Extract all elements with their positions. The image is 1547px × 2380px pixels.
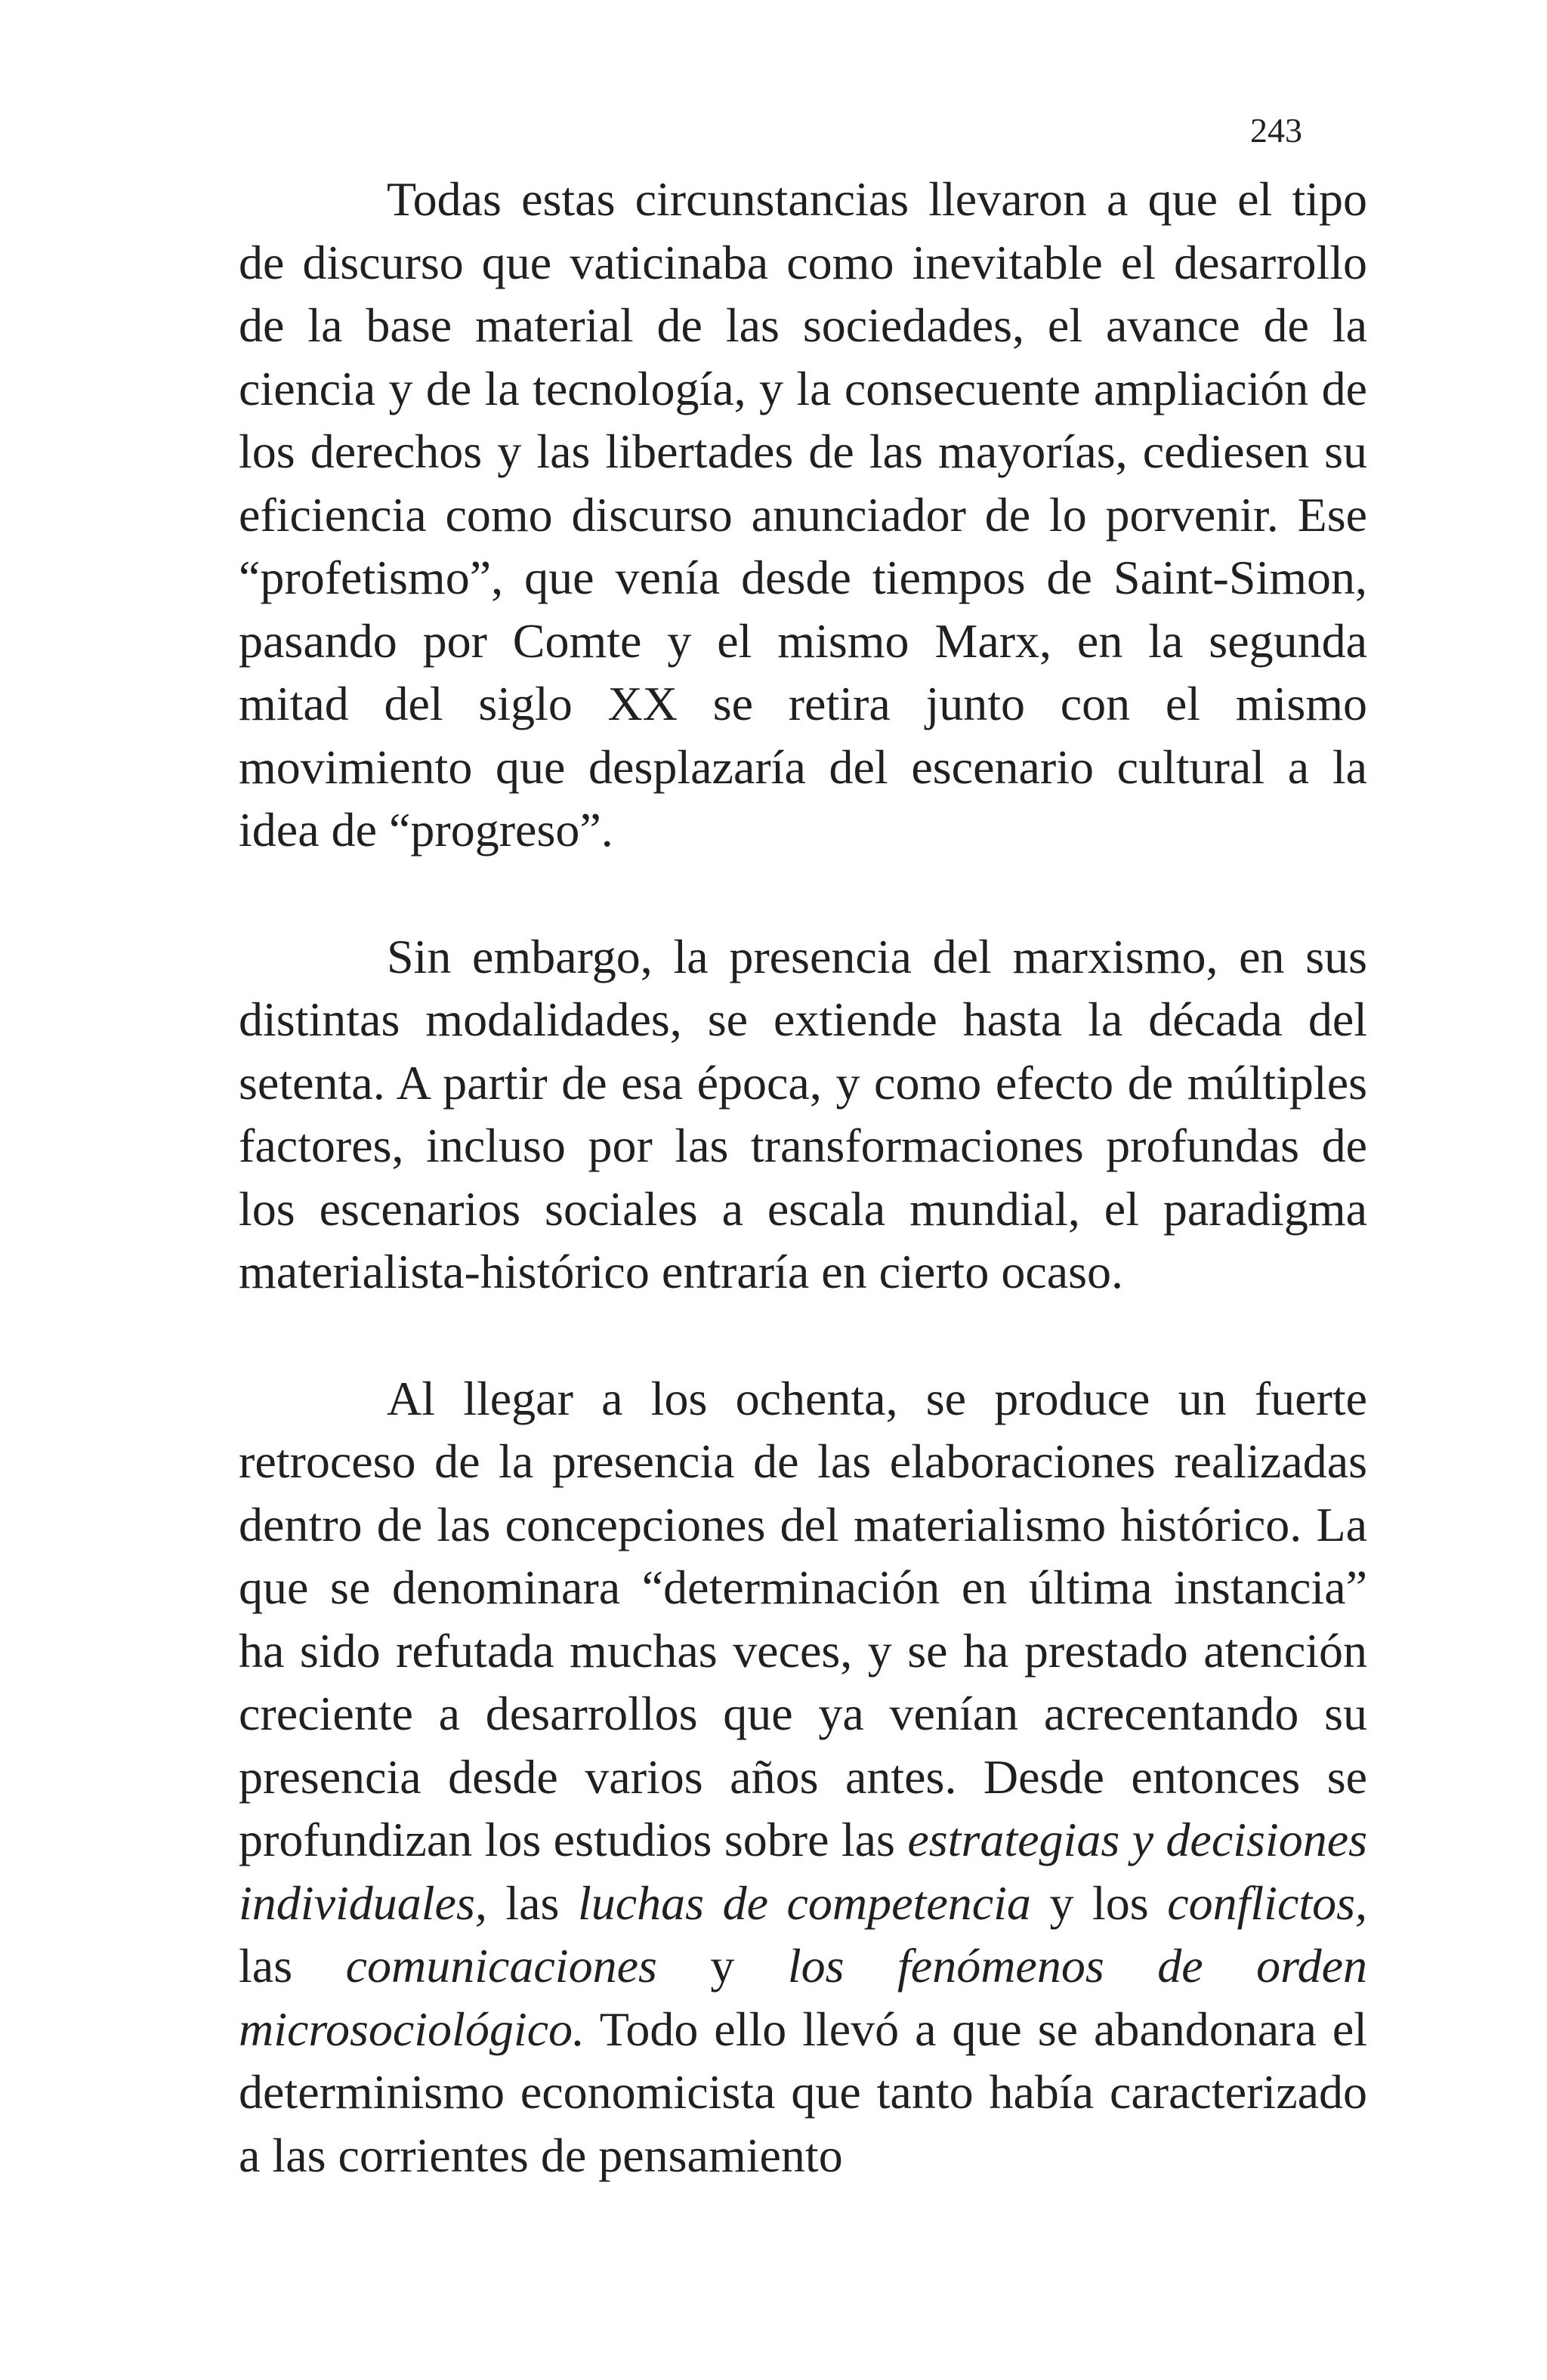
paragraph-3-text: y los [1030, 1875, 1168, 1930]
paragraph-3-text: Al llegar a los ochenta, se produce un fuerte retroceso de la presencia de las elaboraciones realizadas dentro de las concepciones del materialismo histórico. La que se denominara “determinación en última instancia” ha sido refutada muchas veces, y se ha prestado atención creciente a desarrollos que ya venían acrecentando su presencia desde varios años antes. Desde entonces se profundizan los estudios sobre las [239, 1371, 1367, 1866]
paragraph-3-text: las [239, 1939, 346, 1993]
italic-phrase: comunicaciones [345, 1939, 657, 1993]
paragraph-3-text: y [656, 1939, 788, 1993]
paragraph-3-text: las [486, 1875, 578, 1930]
italic-phrase: estrategias y decisiones individuales, [239, 1813, 1368, 1930]
paragraph-3 [239, 1367, 1367, 2187]
paragraph-3-text: Todo ello llevó a que se abandonara el determinismo economicista que tanto había caracterizado a las corrientes de pensamiento [239, 2002, 1367, 2182]
italic-phrase: los fenómenos de orden microsociológico. [239, 1939, 1368, 2056]
paragraph-1: Todas estas circunstancias llevaron a que el tipo de discurso que vaticinaba como inevitable el desarrollo de la base material de las sociedades, el avance de la ciencia y de la tecnología, y la consecuente ampliación de los derechos y las libertades de las mayorías, cediesen su eficiencia como discurso anunciador de lo porvenir. Ese “profetismo”, que venía desde tiempos de Saint-Simon, pasando por Comte y el mismo Marx, en la segunda mitad del siglo XX se retira junto con el mismo movimiento que desplazaría del escenario cultural a la idea de “progreso”. [239, 172, 1367, 857]
page-number: 243 [1250, 111, 1302, 150]
body-text [239, 168, 1367, 2187]
italic-phrase: conflictos, [1167, 1875, 1368, 1930]
paragraph-2: Sin embargo, la presencia del marxismo, en sus distintas modalidades, se extiende hasta la década del setenta. A partir de esa época, y como efecto de múltiples factores, incluso por las transformaciones profundas de los escenarios sociales a escala mundial, el paradigma materialista-histórico entraría en cierto ocaso. [239, 929, 1367, 1298]
italic-phrase: luchas de competencia [577, 1875, 1031, 1930]
